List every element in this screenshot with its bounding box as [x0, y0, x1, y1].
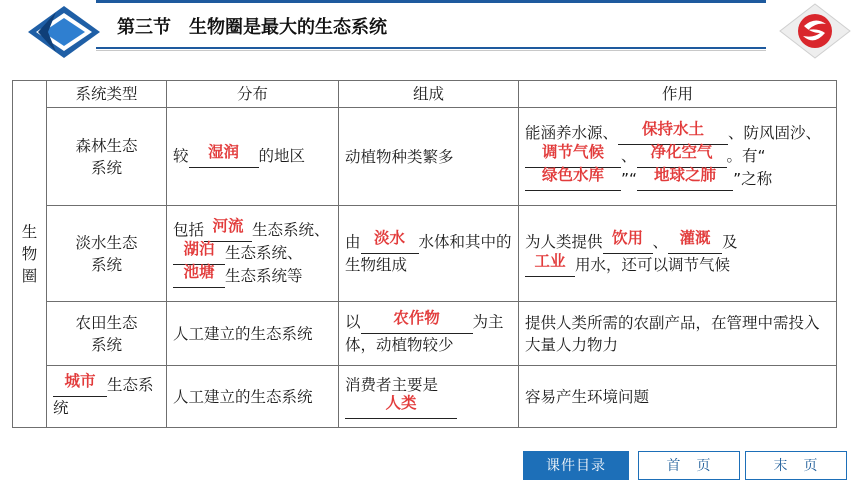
forest-role-t6: ”之称	[733, 170, 773, 188]
freshwater-type-text: 淡水生态系统	[75, 233, 138, 274]
header-bottom-rule	[96, 47, 766, 49]
freshwater-role-t4: 用水，还可以调节气候	[575, 255, 731, 274]
forest-role-blank2	[525, 145, 621, 168]
freshwater-role-t2: 、	[652, 232, 669, 251]
farmland-comp-ans: 农作物	[393, 309, 440, 327]
last-page-button[interactable]: 末 页	[745, 451, 847, 480]
forest-role-ans2: 调节气候	[541, 143, 604, 161]
city-type-ans: 城市	[64, 372, 96, 390]
forest-role	[519, 108, 837, 206]
freshwater-role-t1: 为人类提供	[525, 232, 603, 251]
freshwater-role-t3: 及	[722, 232, 738, 251]
header-divider	[96, 50, 766, 51]
forest-dist-pre: 较	[173, 147, 189, 165]
logo-diamond-icon	[26, 4, 102, 60]
freshwater-composition	[339, 206, 519, 302]
freshwater-role-ans2: 灌溉	[679, 228, 711, 247]
freshwater-dist-t2: 生态系统、	[252, 221, 330, 239]
forest-role-t1: 能涵养水源、	[525, 124, 619, 142]
forest-role-blank5	[637, 168, 733, 191]
freshwater-role-ans1: 饮用	[612, 228, 644, 247]
forest-role-blank1	[618, 122, 728, 145]
freshwater-type	[47, 206, 167, 302]
freshwater-role-ans3: 工业	[534, 251, 566, 270]
catalog-button[interactable]: 课件目录	[523, 451, 629, 480]
freshwater-dist-t3: 生态系统、	[225, 244, 303, 262]
city-distribution: 人工建立的生态系统	[167, 366, 339, 428]
forest-role-ans1: 保持水土	[642, 120, 705, 138]
city-comp-t1: 消费者主要是	[345, 376, 439, 394]
freshwater-role-blank3	[525, 251, 575, 277]
city-role: 容易产生环境问题	[519, 366, 837, 428]
farmland-distribution: 人工建立的生态系统	[167, 302, 339, 366]
header-role: 作用	[519, 81, 837, 108]
header-distribution: 分布	[167, 81, 339, 108]
freshwater-dist-t4: 生态系统等	[225, 267, 303, 285]
freshwater-comp-ans: 淡水	[374, 229, 406, 247]
forest-role-t2: 、防风固沙、	[728, 124, 822, 142]
freshwater-dist-t1: 包括	[173, 221, 205, 239]
farmland-comp-t2: 为主体，动植物较少	[345, 313, 504, 354]
farmland-comp-t1: 以	[345, 313, 361, 331]
forest-dist-answer: 湿润	[208, 143, 240, 161]
farmland-type	[47, 302, 167, 366]
forest-role-ans4: 绿色水库	[541, 166, 604, 184]
city-type-post: 生态系统	[53, 376, 154, 417]
side-label-text: 生物圈	[21, 223, 38, 285]
forest-type-text: 森林生态系统	[75, 136, 138, 177]
forest-dist-blank	[189, 145, 259, 168]
freshwater-role-blank2	[668, 228, 722, 254]
freshwater-dist-ans1: 河流	[212, 217, 244, 235]
forest-role-ans5: 地球之肺	[654, 166, 717, 184]
farmland-type-text: 农田生态系统	[75, 313, 138, 354]
forest-role-blank3	[637, 145, 727, 168]
freshwater-dist-ans3: 池塘	[183, 263, 215, 281]
forest-role-t3: 、	[621, 147, 637, 165]
farmland-comp-blank	[361, 311, 473, 334]
city-comp-ans: 人类	[385, 394, 417, 412]
header-type: 系统类型	[47, 81, 167, 108]
forest-role-ans3: 净化空气	[650, 143, 713, 161]
first-page-button[interactable]: 首 页	[638, 451, 740, 480]
forest-distribution	[167, 108, 339, 206]
farmland-role: 提供人类所需的农副产品，在管理中需投入大量人力物力	[519, 302, 837, 366]
freshwater-comp-t2: 水体和其中的生物组成	[345, 233, 512, 274]
city-type	[47, 366, 167, 428]
forest-role-t5: ”“	[621, 170, 638, 188]
freshwater-dist-ans2: 湖泊	[183, 240, 215, 258]
forest-role-t4: 。有“	[726, 147, 766, 165]
freshwater-dist-blank1	[204, 219, 252, 242]
freshwater-role	[519, 206, 837, 302]
ecosystem-table	[12, 80, 837, 428]
biosphere-side-label	[13, 81, 47, 428]
city-type-blank	[53, 374, 107, 397]
freshwater-role-blank1	[603, 228, 653, 254]
forest-type	[47, 108, 167, 206]
freshwater-distribution	[167, 206, 339, 302]
forest-dist-post: 的地区	[258, 147, 306, 165]
city-comp-blank	[345, 396, 457, 419]
header-top-rule	[96, 0, 766, 3]
freshwater-dist-blank2	[173, 242, 225, 265]
forest-role-blank4	[525, 168, 621, 191]
city-composition	[339, 366, 519, 428]
farmland-composition	[339, 302, 519, 366]
forest-composition: 动植物种类繁多	[339, 108, 519, 206]
page-title: 第三节 生物圈是最大的生态系统	[117, 17, 387, 38]
freshwater-comp-t1: 由	[345, 233, 361, 251]
header-composition: 组成	[339, 81, 519, 108]
freshwater-comp-blank	[361, 231, 419, 254]
freshwater-dist-blank3	[173, 265, 225, 288]
publisher-badge-icon	[778, 2, 852, 60]
